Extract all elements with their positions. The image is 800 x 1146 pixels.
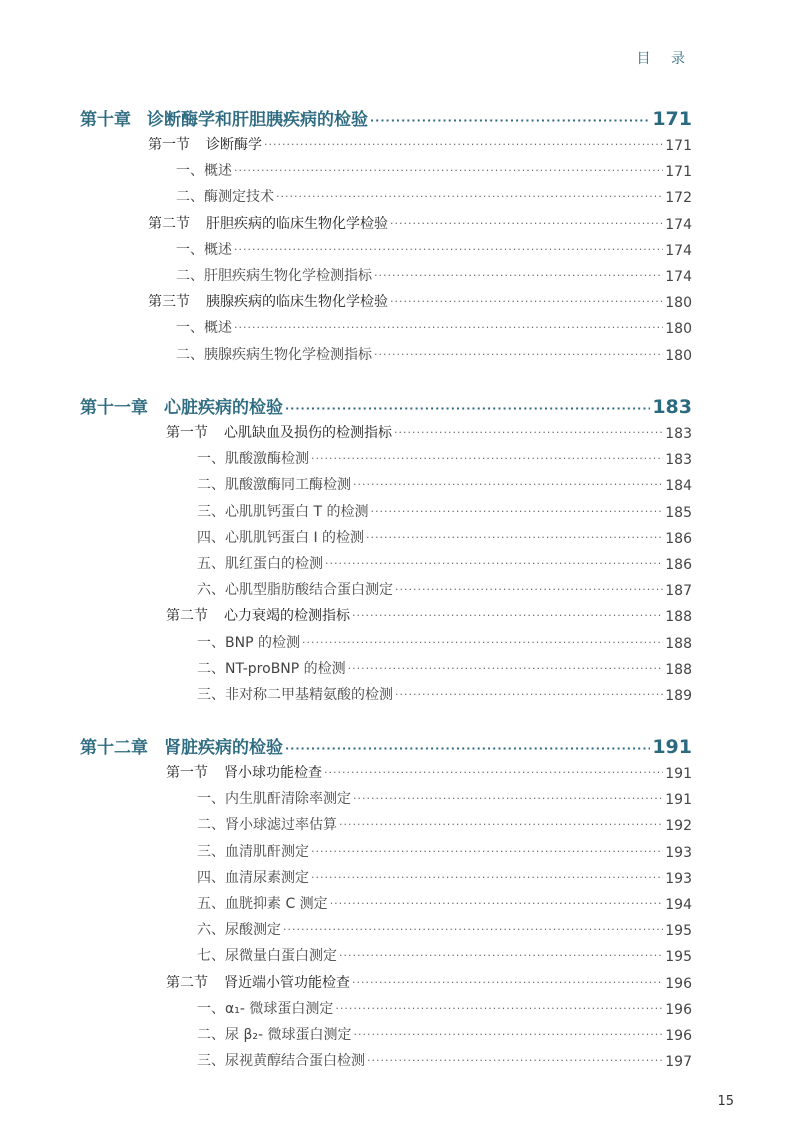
section-title: 诊断酶学 — [206, 137, 262, 153]
chapter-title: 诊断酶学和肝胆胰疾病的检验 — [147, 110, 368, 130]
item-row[interactable] — [197, 525, 692, 547]
chapter-label: 第十二章 — [80, 738, 148, 758]
item-row[interactable] — [197, 577, 692, 599]
leader-dots — [367, 1055, 663, 1070]
item-row[interactable] — [197, 996, 692, 1018]
item-title: 二、胰腺疾病生物化学检测指标 — [176, 346, 372, 363]
section-page: 196 — [665, 975, 692, 992]
item-title: 六、心肌型脂肪酸结合蛋白测定 — [197, 582, 393, 599]
leader-dots — [353, 479, 663, 494]
item-title: 六、尿酸测定 — [197, 922, 281, 939]
section-page: 191 — [665, 766, 692, 782]
item-title: 一、内生肌酐清除率测定 — [197, 791, 351, 808]
section-title: 肾近端小管功能检查 — [224, 974, 350, 991]
page-header: 目 录 — [636, 51, 693, 67]
section-title: 肾小球功能检查 — [224, 765, 322, 781]
item-row[interactable] — [197, 1048, 692, 1070]
chapter-title: 心脏疾病的检验 — [164, 398, 283, 418]
item-row[interactable] — [197, 472, 692, 494]
section-row[interactable] — [148, 211, 692, 233]
item-title: 二、肝胆疾病生物化学检测指标 — [176, 268, 372, 284]
leader-dots — [395, 584, 663, 599]
item-page: 196 — [665, 1028, 692, 1044]
item-title: 二、尿 β₂- 微球蛋白测定 — [197, 1027, 352, 1043]
item-page: 193 — [665, 870, 692, 887]
section-row[interactable] — [166, 760, 692, 782]
leader-dots — [311, 872, 663, 887]
item-title: 一、BNP 的检测 — [197, 634, 300, 651]
item-row[interactable] — [197, 630, 692, 652]
page-number: 15 — [717, 1094, 734, 1109]
item-title: 二、肾小球滤过率估算 — [197, 817, 337, 834]
item-title: 一、概述 — [176, 163, 232, 180]
item-title: 五、血胱抑素 C 测定 — [197, 896, 328, 912]
item-page: 180 — [665, 321, 692, 338]
section-row[interactable] — [148, 289, 692, 311]
section-label: 第一节 — [148, 137, 190, 153]
item-page: 184 — [665, 478, 692, 495]
leader-dots — [335, 1003, 663, 1018]
item-row[interactable] — [176, 315, 692, 337]
item-page: 194 — [665, 897, 692, 913]
item-row[interactable] — [176, 237, 692, 259]
item-title: 三、血清肌酐测定 — [197, 843, 309, 860]
item-page: 188 — [665, 661, 692, 678]
item-page: 186 — [665, 530, 692, 547]
item-row[interactable] — [197, 446, 692, 468]
leader-dots — [390, 296, 663, 311]
item-title: 一、α₁- 微球蛋白测定 — [197, 1000, 334, 1017]
item-title: 五、肌红蛋白的检测 — [197, 556, 323, 572]
leader-dots — [283, 924, 663, 939]
section-page: 183 — [665, 426, 692, 442]
section-row[interactable] — [166, 603, 692, 625]
item-title: 三、非对称二甲基精氨酸的检测 — [197, 687, 393, 703]
item-title: 四、心肌肌钙蛋白 I 的检测 — [197, 529, 365, 546]
leader-dots — [311, 846, 663, 861]
chapter-title: 肾脏疾病的检验 — [164, 738, 283, 758]
item-page: 180 — [665, 347, 692, 364]
item-page: 188 — [665, 635, 692, 652]
item-page: 172 — [665, 190, 692, 207]
item-page: 185 — [665, 504, 692, 521]
item-title: 一、概述 — [176, 320, 232, 337]
item-title: 七、尿微量白蛋白测定 — [197, 948, 337, 965]
leader-dots — [352, 610, 663, 625]
item-title: 一、肌酸激酶检测 — [197, 451, 309, 468]
item-title: 二、NT-proBNP 的检测 — [197, 660, 346, 677]
item-page: 174 — [665, 269, 692, 285]
leader-dots — [325, 558, 663, 573]
item-row[interactable] — [197, 812, 692, 834]
leader-dots — [348, 663, 664, 678]
item-page: 195 — [665, 949, 692, 966]
item-page: 186 — [665, 557, 692, 573]
item-page: 193 — [665, 844, 692, 861]
chapter-page: 183 — [652, 396, 692, 418]
chapter-page: 191 — [652, 736, 692, 758]
item-title: 三、心肌肌钙蛋白 T 的检测 — [197, 503, 369, 520]
item-row[interactable] — [176, 342, 692, 364]
item-title: 一、概述 — [176, 241, 232, 258]
item-page: 195 — [665, 923, 692, 940]
item-page: 192 — [665, 818, 692, 835]
section-label: 第二节 — [148, 215, 190, 232]
chapter-page: 171 — [652, 108, 692, 130]
item-row[interactable] — [197, 891, 692, 913]
item-title: 二、酶测定技术 — [176, 189, 274, 206]
section-title: 胰腺疾病的临床生物化学检验 — [206, 294, 388, 311]
item-page: 187 — [665, 583, 692, 600]
item-page: 189 — [665, 688, 692, 704]
leader-dots — [234, 244, 663, 259]
leader-dots — [339, 950, 663, 965]
leader-dots — [330, 898, 664, 913]
item-title: 四、血清尿素测定 — [197, 869, 309, 886]
section-label: 第二节 — [166, 608, 208, 625]
leader-dots — [276, 191, 663, 206]
item-page: 183 — [665, 452, 692, 469]
chapter-label: 第十章 — [80, 110, 131, 130]
section-page: 171 — [665, 138, 692, 154]
section-title: 心肌缺血及损伤的检测指标 — [224, 425, 392, 441]
leader-dots — [234, 165, 663, 180]
item-row[interactable] — [197, 551, 692, 573]
section-page: 188 — [665, 609, 692, 626]
item-row[interactable] — [197, 786, 692, 808]
leader-dots — [324, 767, 663, 782]
section-row[interactable] — [166, 420, 692, 442]
leader-dots — [395, 689, 663, 704]
item-title: 二、肌酸激酶同工酶检测 — [197, 477, 351, 494]
item-page: 171 — [665, 164, 692, 181]
leader-dots — [234, 322, 663, 337]
item-page: 197 — [665, 1054, 692, 1071]
item-row[interactable] — [176, 158, 692, 180]
item-row[interactable] — [176, 263, 692, 285]
leader-dots — [353, 793, 663, 808]
item-row[interactable] — [197, 865, 692, 887]
section-page: 180 — [665, 295, 692, 312]
leader-dots — [285, 743, 650, 758]
chapter-label: 第十一章 — [80, 398, 148, 418]
section-label: 第三节 — [148, 294, 190, 311]
leader-dots — [339, 819, 663, 834]
chapter-row[interactable] — [80, 104, 692, 130]
leader-dots — [370, 506, 663, 521]
leader-dots — [354, 1029, 664, 1044]
section-page: 174 — [665, 216, 692, 233]
chapter-row[interactable] — [80, 732, 692, 758]
item-row[interactable] — [197, 1022, 692, 1044]
item-title: 三、尿视黄醇结合蛋白检测 — [197, 1053, 365, 1070]
section-row[interactable] — [166, 970, 692, 992]
leader-dots — [311, 453, 663, 468]
item-row[interactable] — [197, 499, 692, 521]
item-row[interactable] — [197, 917, 692, 939]
leader-dots — [390, 218, 663, 233]
leader-dots — [264, 139, 663, 154]
item-row[interactable] — [197, 943, 692, 965]
leader-dots — [285, 403, 650, 418]
section-title: 心力衰竭的检测指标 — [224, 608, 350, 625]
section-title: 肝胆疾病的临床生物化学检验 — [206, 215, 388, 232]
item-page: 191 — [665, 792, 692, 809]
item-row[interactable] — [197, 839, 692, 861]
leader-dots — [352, 977, 663, 992]
item-page: 174 — [665, 242, 692, 259]
item-row[interactable] — [197, 682, 692, 704]
chapter-row[interactable] — [80, 392, 692, 418]
item-row[interactable] — [176, 184, 692, 206]
section-row[interactable] — [148, 132, 692, 154]
section-label: 第二节 — [166, 974, 208, 991]
leader-dots — [394, 427, 663, 442]
section-label: 第一节 — [166, 765, 208, 781]
item-row[interactable] — [197, 656, 692, 678]
item-page: 196 — [665, 1001, 692, 1018]
leader-dots — [302, 637, 663, 652]
leader-dots — [374, 270, 663, 285]
leader-dots — [370, 115, 650, 130]
leader-dots — [366, 532, 663, 547]
leader-dots — [374, 349, 663, 364]
section-label: 第一节 — [166, 425, 208, 441]
